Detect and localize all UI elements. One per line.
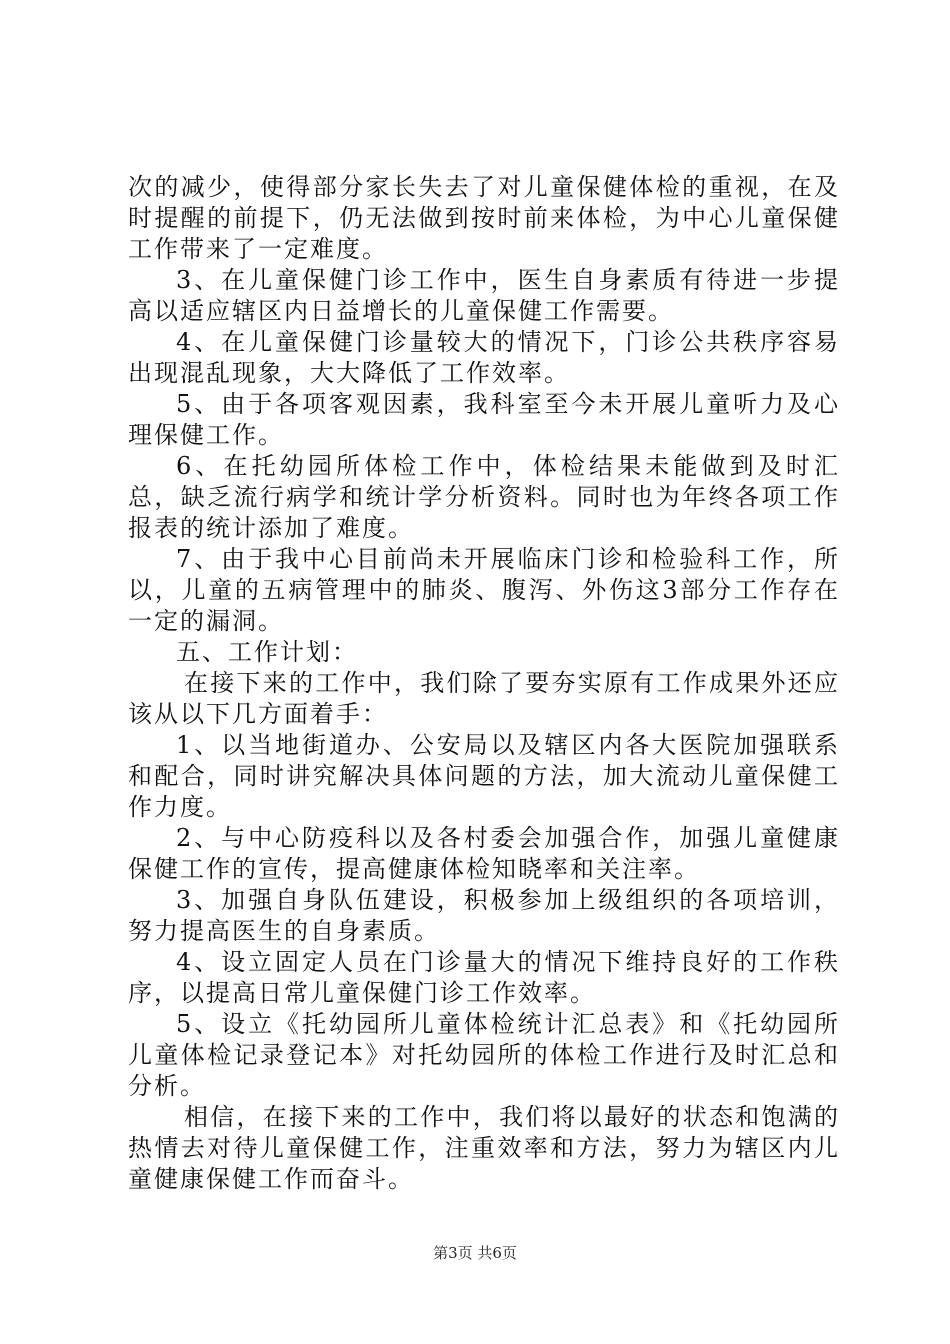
issue-item-7: 7、由于我中心目前尚未开展临床门诊和检验科工作，所以，儿童的五病管理中的肺炎、腹泻、外伤这3部分工作存在一定的漏洞。 [128,545,840,635]
paragraph-continuation: 次的减少，使得部分家长失去了对儿童保健体检的重视，在及时提醒的前提下，仍无法做到按时前来体检，为中心儿童保健工作带来了一定难度。 [128,173,840,263]
issue-item-6: 6、在托幼园所体检工作中，体检结果未能做到及时汇总，缺乏流行病学和统计学分析资料。同时也为年终各项工作报表的统计添加了难度。 [128,452,840,542]
document-body [128,172,840,1195]
plan-item-3: 3、加强自身队伍建设，积极参加上级组织的各项培训，努力提高医生的自身素质。 [128,886,840,945]
work-plan-intro: 在接下来的工作中，我们除了要夯实原有工作成果外还应该从以下几方面着手： [128,669,840,728]
closing-paragraph: 相信，在接下来的工作中，我们将以最好的状态和饱满的热情去对待儿童保健工作，注重效率和方法，努力为辖区内儿童健康保健工作而奋斗。 [128,1103,840,1193]
issue-item-4: 4、在儿童保健门诊量较大的情况下，门诊公共秩序容易出现混乱现象，大大降低了工作效率。 [128,328,840,387]
plan-item-1: 1、以当地街道办、公安局以及辖区内各大医院加强联系和配合，同时讲究解决具体问题的方法，加大流动儿童保健工作力度。 [128,731,840,821]
plan-item-2: 2、与中心防疫科以及各村委会加强合作，加强儿童健康保健工作的宣传，提高健康体检知晓率和关注率。 [128,824,840,883]
page-number-footer: 第3页 共6页 [433,1244,517,1262]
issue-item-5: 5、由于各项客观因素，我科室至今未开展儿童听力及心理保健工作。 [128,390,840,449]
issue-item-3: 3、在儿童保健门诊工作中，医生自身素质有待进一步提高以适应辖区内日益增长的儿童保健工作需要。 [128,266,840,325]
section-heading-work-plan: 五、工作计划： [176,638,358,666]
plan-item-4: 4、设立固定人员在门诊量大的情况下维持良好的工作秩序，以提高日常儿童保健门诊工作效率。 [128,948,840,1007]
plan-item-5: 5、设立《托幼园所儿童体检统计汇总表》和《托幼园所儿童体检记录登记本》对托幼园所的体检工作进行及时汇总和分析。 [128,1010,840,1100]
